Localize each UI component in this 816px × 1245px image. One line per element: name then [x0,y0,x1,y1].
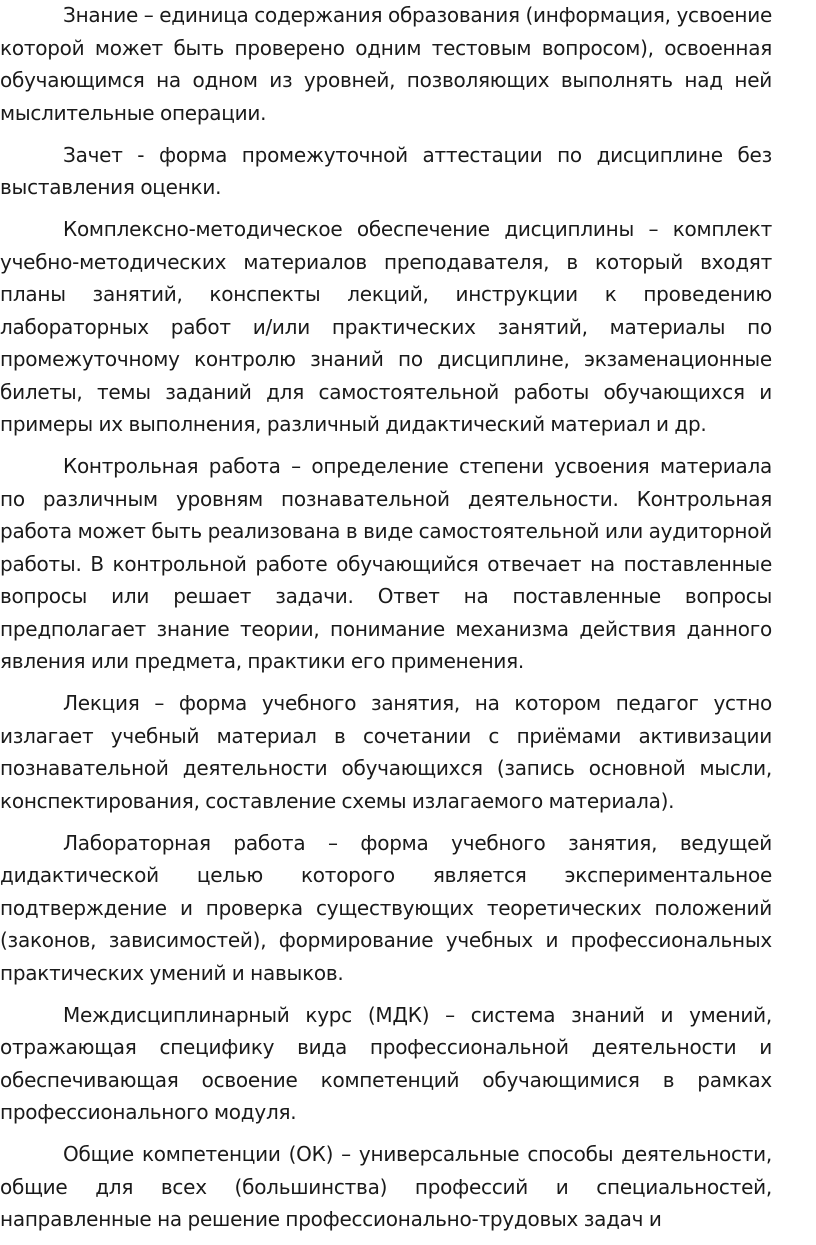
paragraph-znanie: Знание – единица содержания образования (информация, усвоение которой может быть проверено одним тестовым вопросом), освоенная обучающимся на одном из уровней, позволяющих выполнять над ней мыслительные операции. [0,3,772,125]
paragraph-kompleksno-metodicheskoe: Комплексно-методическое обеспечение дисциплины – комплект учебно-методических материалов преподавателя, в который входят планы занятий, конспекты лекций, инструкции к проведению лабораторных работ и/или практических занятий, материалы по промежуточному контролю знаний по дисциплине, экзаменационные билеты, темы заданий для самостоятельной работы обучающихся и примеры их выполнения, различный дидактический материал и др. [0,217,772,436]
paragraph-mdk: Междисциплинарный курс (МДК) – система знаний и умений, отражающая специфику вида профессиональной деятельности и обеспечивающая освоение компетенций обучающимися в рамках профессионального модуля. [0,1002,772,1124]
paragraph-zachet: Зачет - форма промежуточной аттестации по дисциплине без выставления оценки. [0,142,772,199]
paragraph-lekciya: Лекция – форма учебного занятия, на котором педагог устно излагает учебный материал в сочетании с приёмами активизации познавательной деятельности обучающихся (запись основной мысли, конспектирования, составление схемы излагаемого материала). [0,691,772,813]
paragraph-kontrolnaya-rabota: Контрольная работа – определение степени усвоения материала по различным уровням познавательной деятельности. Контрольная работа может быть реализована в виде самостоятельной или аудиторной работы. В контрольной работе обучающийся отвечает на поставленные вопросы или решает задачи. Ответ на поставленные вопросы предполагает знание теории, понимание механизма действия данного явления или предмета, практики его применения. [0,454,772,673]
paragraph-obshchie-kompetencii: Общие компетенции (ОК) – универсальные способы деятельности, общие для всех (большинства) профессий и специальностей, направленные на решение профессионально-трудовых задач и [0,1142,772,1231]
paragraph-laboratornaya-rabota: Лабораторная работа – форма учебного занятия, ведущей дидактической целью которого является экспериментальное подтверждение и проверка существующих теоретических положений (законов, зависимостей), формирование учебных и профессиональных практических умений и навыков. [0,830,772,985]
